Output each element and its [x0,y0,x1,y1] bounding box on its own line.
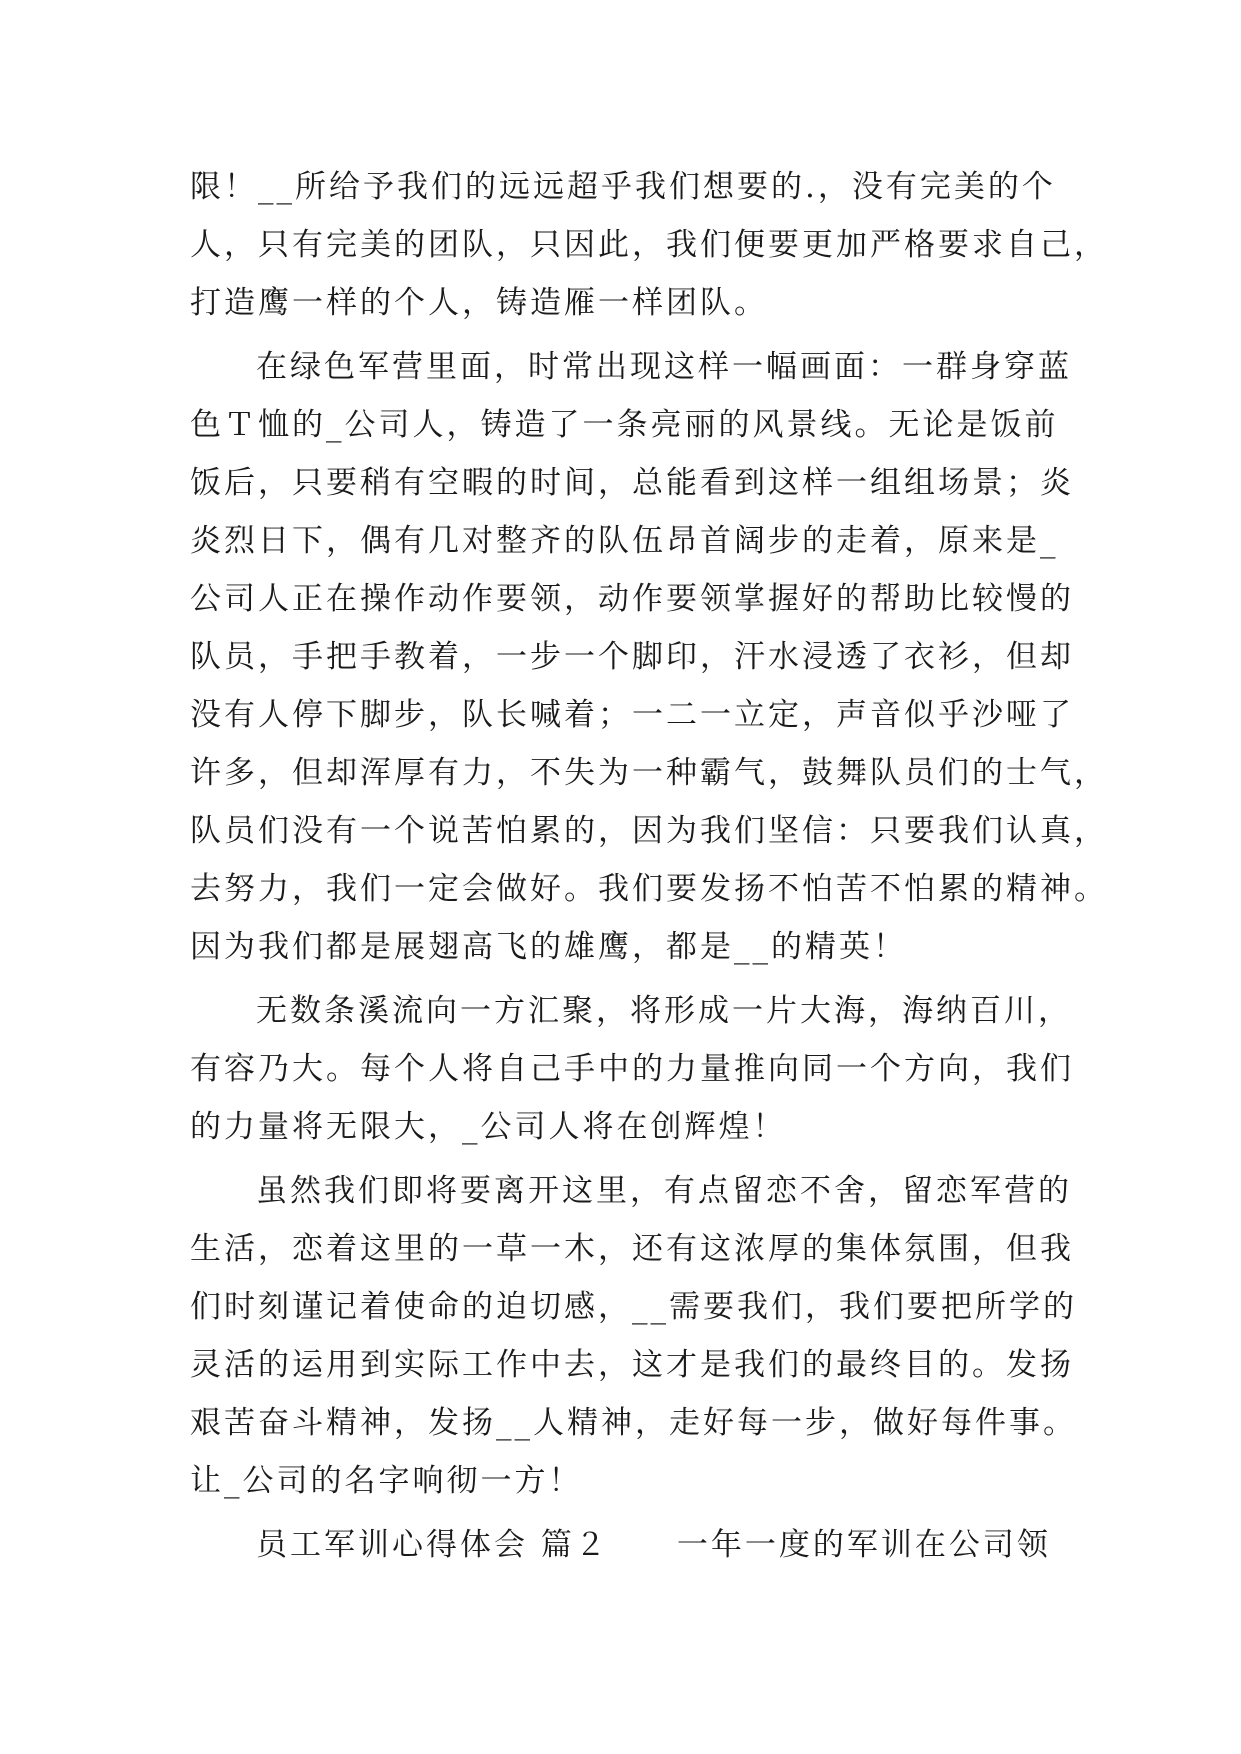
text-line: 去努力，我们一定会做好。我们要发扬不怕苦不怕累的精神。 [190,871,1108,907]
text-line: 的力量将无限大，_公司人将在创辉煌！ [190,1109,787,1145]
text-line: 许多，但却浑厚有力，不失为一种霸气，鼓舞队员们的士气， [190,755,1108,791]
paragraph-4 [190,1162,1077,1510]
text-line: 色Ｔ恤的_公司人，铸造了一条亮丽的风景线。无论是饭前 [190,407,1059,443]
section-heading-line: 员工军训心得体会 篇２ 一年一度的军训在公司领 [256,1527,1051,1563]
text-line: 无数条溪流向一方汇聚，将形成一片大海，海纳百川， [256,993,1072,1029]
text-line: 有容乃大。每个人将自己手中的力量推向同一个方向，我们 [190,1051,1074,1087]
paragraph-1 [190,158,1108,332]
text-line: 艰苦奋斗精神，发扬__人精神，走好每一步，做好每件事。 [190,1405,1077,1441]
text-line: 因为我们都是展翅高飞的雄鹰，都是__的精英！ [190,929,907,965]
text-line: 没有人停下脚步，队长喊着；一二一立定，声音似乎沙哑了 [190,697,1074,733]
paragraph-2 [190,338,1108,976]
text-line: 打造鹰一样的个人，铸造雁一样团队。 [190,285,768,321]
text-line: 队员，手把手教着，一步一个脚印，汗水浸透了衣衫，但却 [190,639,1074,675]
text-line: 生活，恋着这里的一草一木，还有这浓厚的集体氛围，但我 [190,1231,1074,1267]
document-page [190,158,1108,1574]
text-line: 让_公司的名字响彻一方！ [190,1463,583,1499]
text-line: 虽然我们即将要离开这里，有点留恋不舍，留恋军营的 [256,1173,1072,1209]
text-line: 饭后，只要稍有空暇的时间，总能看到这样一组组场景；炎 [190,465,1074,501]
text-line: 在绿色军营里面，时常出现这样一幅画面：一群身穿蓝 [256,349,1072,385]
text-line: 限！__所给予我们的远远超乎我们想要的.，没有完美的个 [190,169,1056,205]
text-line: 公司人正在操作动作要领，动作要领掌握好的帮助比较慢的 [190,581,1074,617]
text-line: 们时刻谨记着使命的迫切感，__需要我们，我们要把所学的 [190,1289,1077,1325]
text-line: 炎烈日下，偶有几对整齐的队伍昂首阔步的走着，原来是_ [190,523,1059,559]
text-line: 队员们没有一个说苦怕累的，因为我们坚信：只要我们认真， [190,813,1108,849]
text-line: 灵活的运用到实际工作中去，这才是我们的最终目的。发扬 [190,1347,1074,1383]
paragraph-5 [190,1516,1070,1574]
paragraph-3 [190,982,1074,1156]
text-line: 人，只有完美的团队，只因此，我们便要更加严格要求自己， [190,227,1108,263]
